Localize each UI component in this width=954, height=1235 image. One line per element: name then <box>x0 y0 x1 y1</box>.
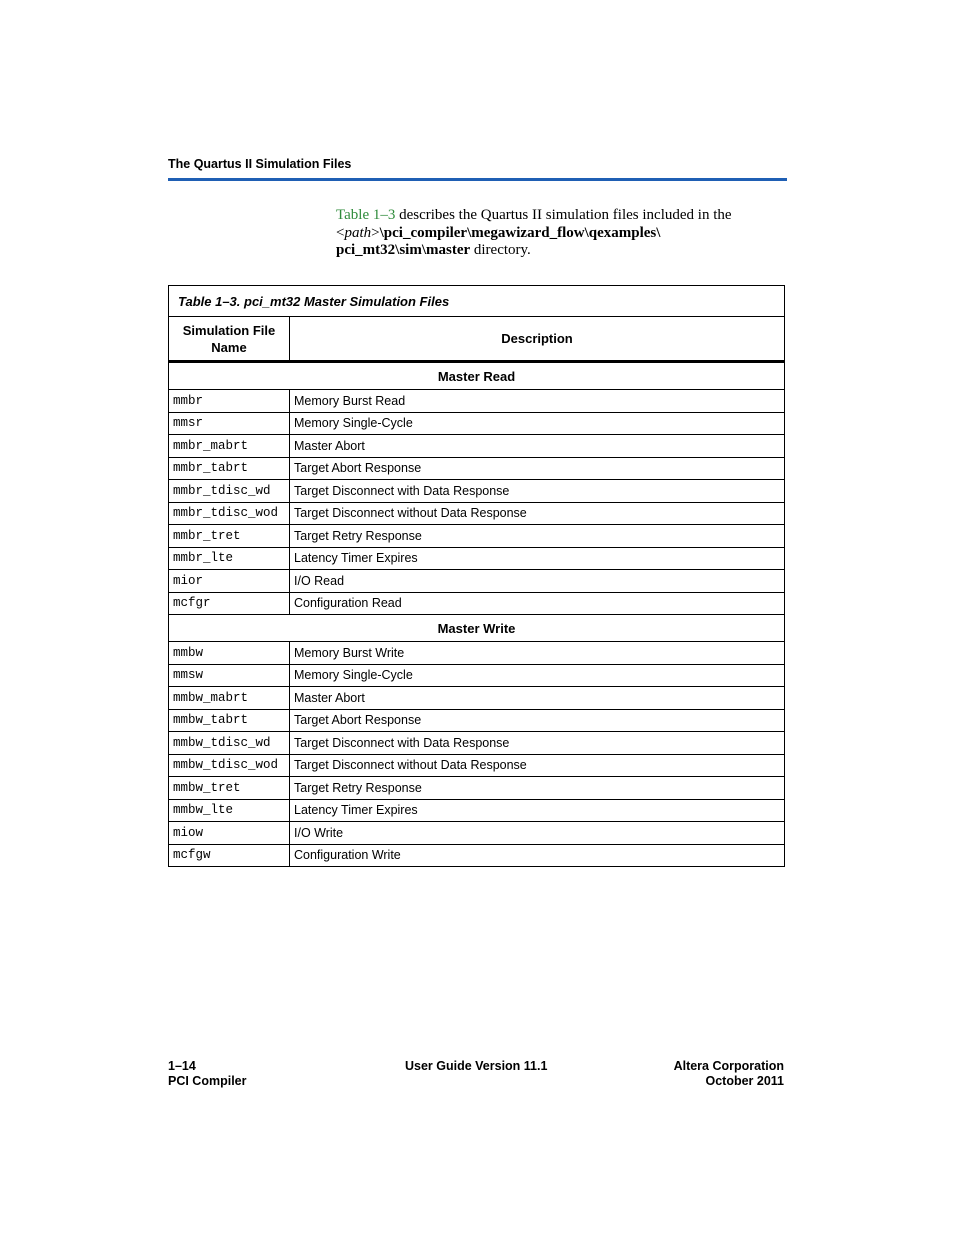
footer-guide-version: User Guide Version 11.1 <box>405 1059 548 1073</box>
intro-text: describes the Quartus II simulation files included in the <box>395 207 732 223</box>
section-title: Master Write <box>169 615 785 642</box>
column-header-description: Description <box>290 317 785 362</box>
simulation-file-description: Latency Timer Expires <box>290 799 785 822</box>
simulation-file-description: Master Abort <box>290 435 785 458</box>
simulation-file-name: mmbr <box>169 390 290 413</box>
simulation-files-table <box>168 285 785 867</box>
column-header-row <box>169 317 785 362</box>
running-header-title: The Quartus II Simulation Files <box>168 157 352 171</box>
table-row <box>169 732 785 755</box>
simulation-file-description: Master Abort <box>290 687 785 710</box>
table-row <box>169 687 785 710</box>
simulation-file-name: mcfgw <box>169 844 290 867</box>
table-row <box>169 592 785 615</box>
table-cross-reference-link[interactable]: Table 1–3 <box>336 207 396 223</box>
simulation-file-description: Target Disconnect without Data Response <box>290 754 785 777</box>
table-row <box>169 709 785 732</box>
table-row <box>169 570 785 593</box>
table-row <box>169 844 785 867</box>
simulation-file-name: mmbr_tret <box>169 525 290 548</box>
simulation-file-description: Latency Timer Expires <box>290 547 785 570</box>
simulation-file-name: mmbr_tdisc_wd <box>169 480 290 503</box>
simulation-file-description: Configuration Read <box>290 592 785 615</box>
table-row <box>169 435 785 458</box>
section-title: Master Read <box>169 362 785 390</box>
table-row <box>169 664 785 687</box>
simulation-file-description: Target Abort Response <box>290 457 785 480</box>
table-row <box>169 799 785 822</box>
table-row <box>169 457 785 480</box>
simulation-file-description: I/O Write <box>290 822 785 845</box>
table-caption: Table 1–3. pci_mt32 Master Simulation Files <box>169 286 785 317</box>
table-row <box>169 390 785 413</box>
simulation-file-description: Memory Single-Cycle <box>290 664 785 687</box>
simulation-file-description: Configuration Write <box>290 844 785 867</box>
simulation-file-description: Target Disconnect without Data Response <box>290 502 785 525</box>
simulation-file-description: I/O Read <box>290 570 785 593</box>
table-row <box>169 822 785 845</box>
simulation-file-name: mmbr_tdisc_wod <box>169 502 290 525</box>
simulation-file-name: mmbw_mabrt <box>169 687 290 710</box>
footer-right <box>674 1059 784 1089</box>
simulation-file-name: mcfgr <box>169 592 290 615</box>
simulation-file-name: mmbw_tdisc_wd <box>169 732 290 755</box>
table-row <box>169 754 785 777</box>
table-row <box>169 525 785 548</box>
simulation-file-description: Target Retry Response <box>290 777 785 800</box>
simulation-file-name: mmsw <box>169 664 290 687</box>
simulation-file-name: mmbw_tdisc_wod <box>169 754 290 777</box>
table-row <box>169 502 785 525</box>
simulation-file-name: mior <box>169 570 290 593</box>
table-row <box>169 480 785 503</box>
section-row <box>169 362 785 390</box>
simulation-file-name: miow <box>169 822 290 845</box>
footer-product: PCI Compiler <box>168 1074 247 1088</box>
simulation-file-name: mmbw_tabrt <box>169 709 290 732</box>
table-row <box>169 777 785 800</box>
table-caption-row <box>169 286 785 317</box>
simulation-file-description: Target Disconnect with Data Response <box>290 480 785 503</box>
directory-path: \pci_compiler\megawizard_flow\qexamples\ pci_mt32\sim\master <box>336 224 661 258</box>
footer-company: Altera Corporation <box>673 1059 784 1073</box>
footer-date: October 2011 <box>705 1074 784 1088</box>
simulation-file-name: mmbw_lte <box>169 799 290 822</box>
simulation-file-name: mmbr_mabrt <box>169 435 290 458</box>
footer-left <box>168 1059 247 1089</box>
simulation-file-description: Target Disconnect with Data Response <box>290 732 785 755</box>
simulation-file-name: mmsr <box>169 412 290 435</box>
header-rule <box>168 178 787 181</box>
table-row <box>169 547 785 570</box>
table-row <box>169 412 785 435</box>
path-placeholder: path <box>344 224 372 241</box>
simulation-file-name: mmbr_lte <box>169 547 290 570</box>
section-row <box>169 615 785 642</box>
path-close-bracket: > <box>371 224 380 241</box>
path-open-bracket: < <box>336 224 345 241</box>
simulation-file-description: Memory Burst Read <box>290 390 785 413</box>
simulation-file-name: mmbr_tabrt <box>169 457 290 480</box>
intro-paragraph <box>336 207 776 260</box>
simulation-file-name: mmbw_tret <box>169 777 290 800</box>
table-row <box>169 642 785 665</box>
footer-page-number: 1–14 <box>168 1059 196 1073</box>
simulation-file-name: mmbw <box>169 642 290 665</box>
column-header-file-name: Simulation File Name <box>169 317 290 362</box>
simulation-file-description: Target Retry Response <box>290 525 785 548</box>
simulation-file-description: Memory Single-Cycle <box>290 412 785 435</box>
simulation-file-description: Target Abort Response <box>290 709 785 732</box>
simulation-file-description: Memory Burst Write <box>290 642 785 665</box>
intro-text-end: directory. <box>470 242 531 258</box>
